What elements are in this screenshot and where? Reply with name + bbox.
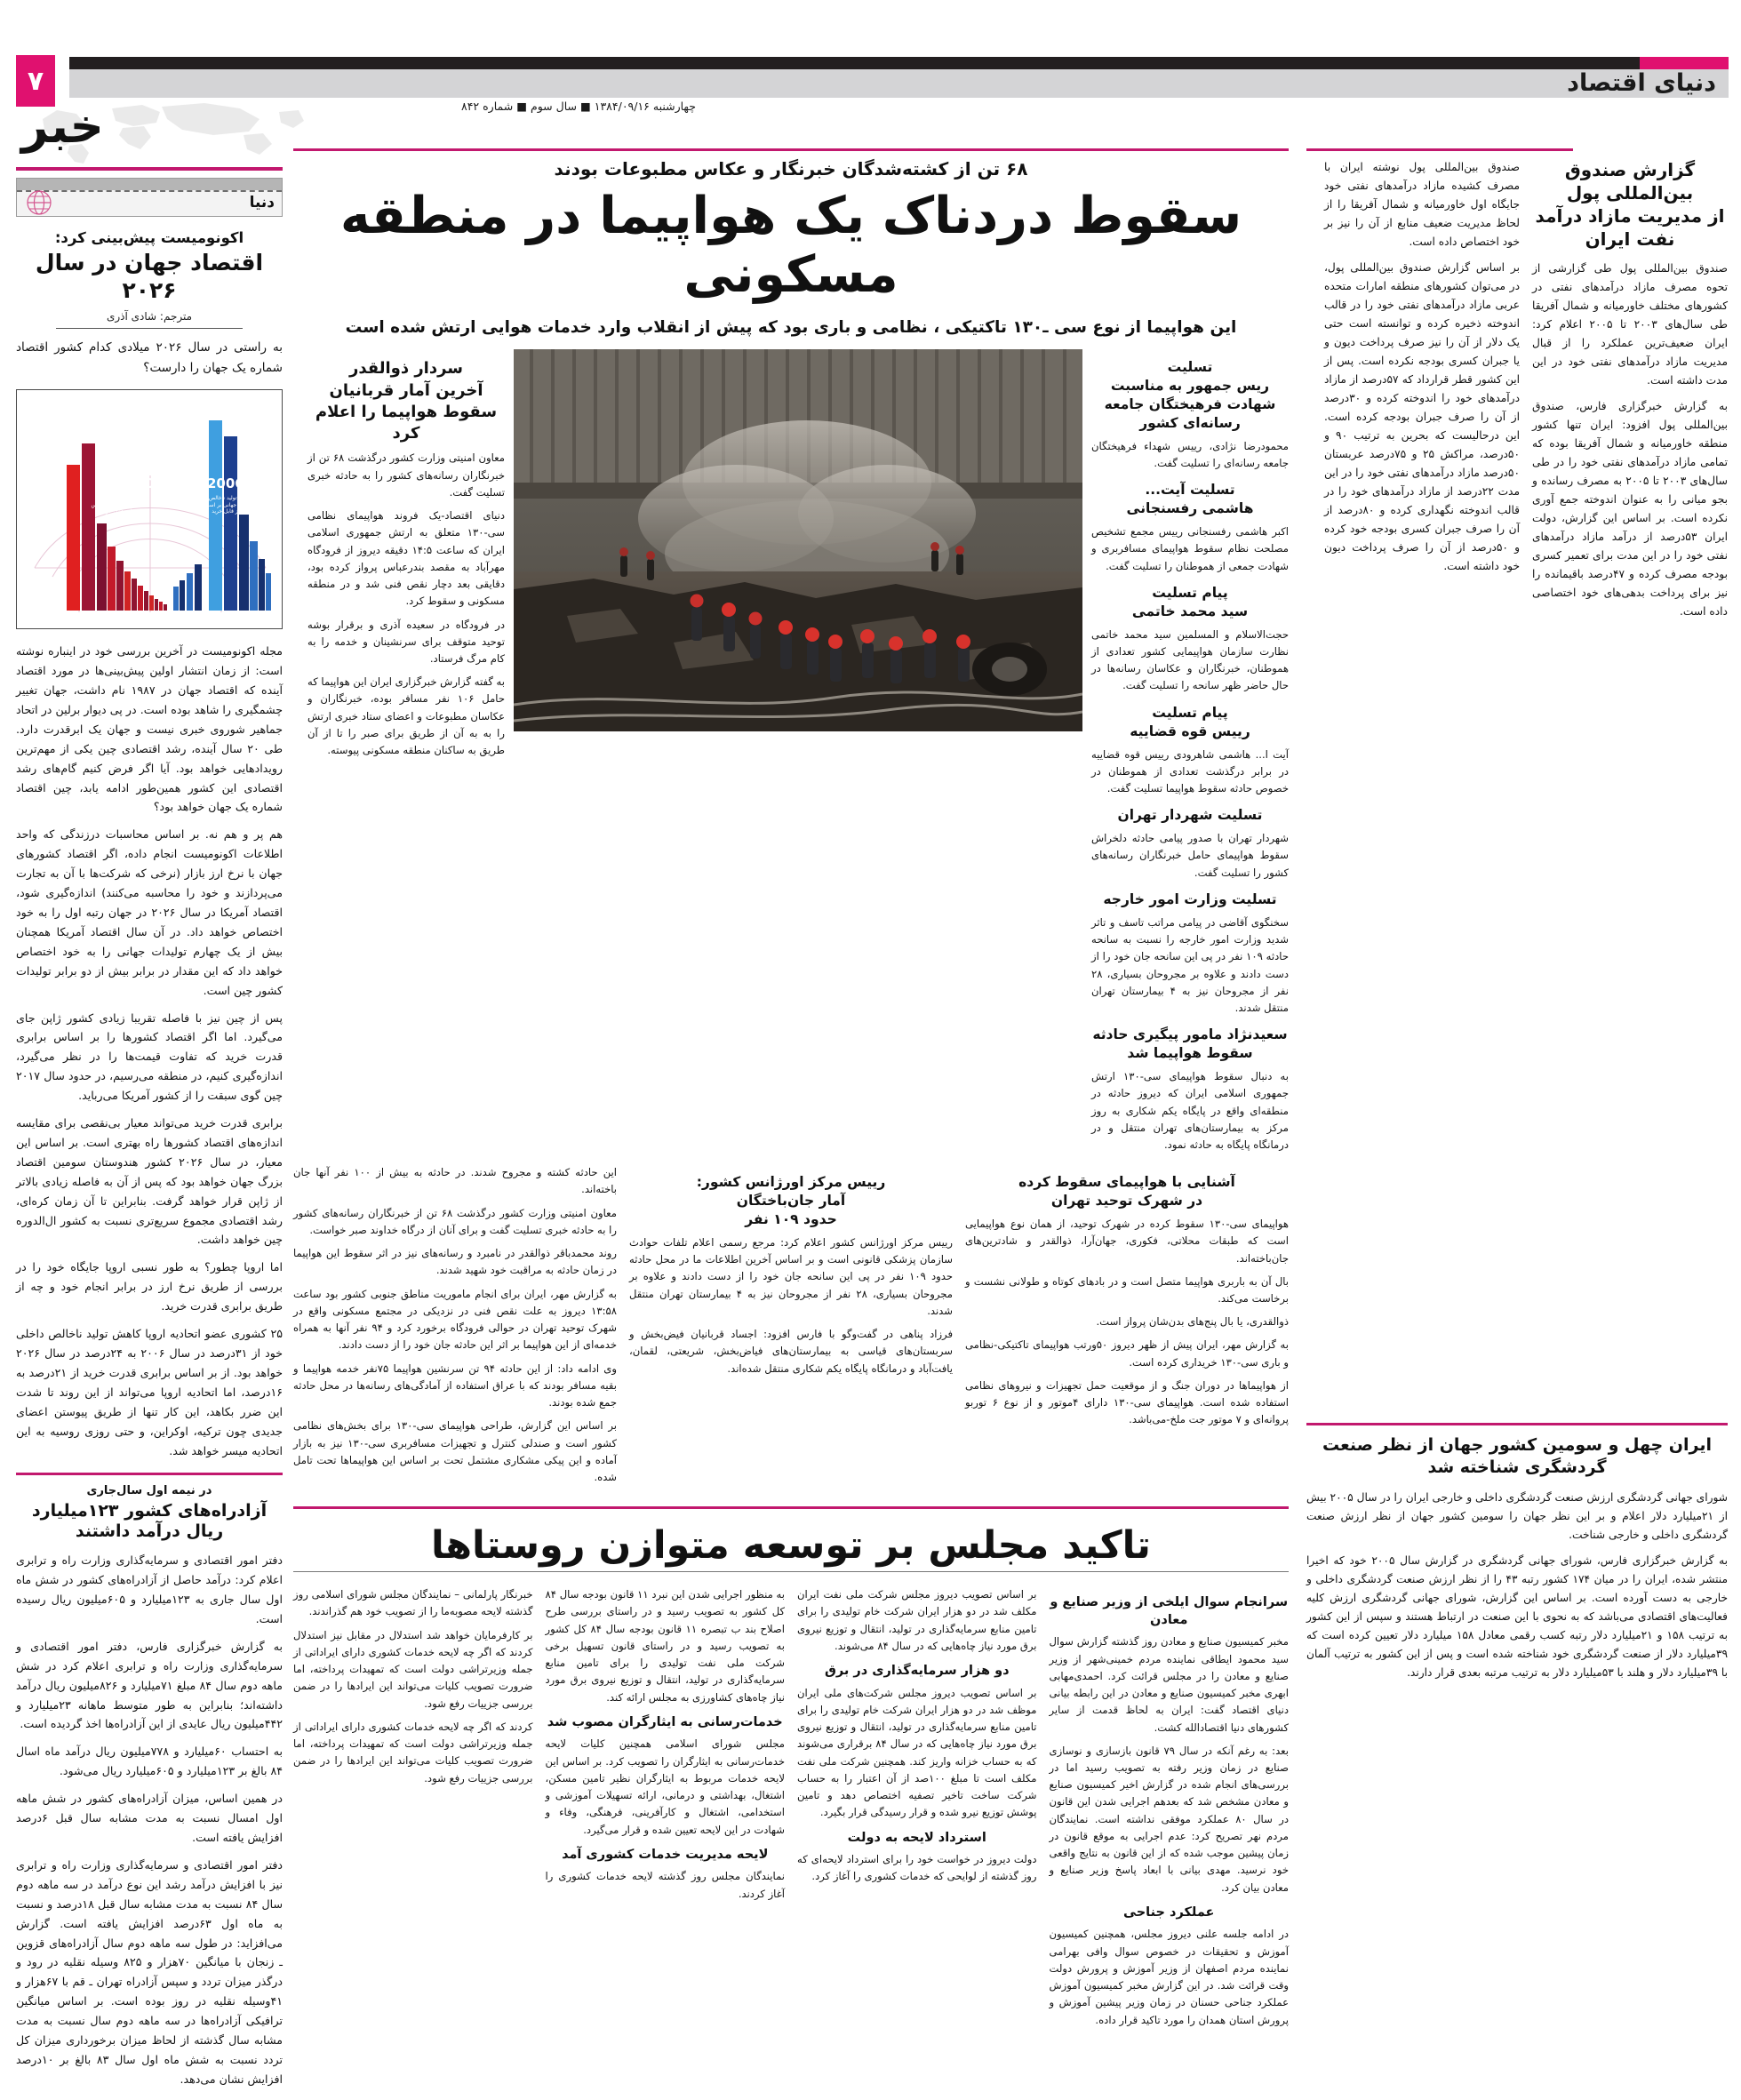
rule-accent-left bbox=[16, 167, 283, 171]
right-section-divider bbox=[1306, 1423, 1728, 1425]
world-column bbox=[16, 178, 283, 2097]
right-paragraph: به گزارش خبرگزاری فارس، صندوق بین‌المللی پول افزود: ایران تنها کشور منطقه خاورمیانه و شمال آفریقا بوده که تمامی مازاد درآمدهای نفتی خود را در طی سال‌های ۲۰۰۳ تا ۲۰۰۵ به مصرف رسانده و بجو میانی را به عنوان اندوخته جمع آوری نکرده است. بر اساس این گزارش، دولت ایران ۵۳درصد از درآمد مازاد درآمدهای نفتی خود را در این مدت برای تعمیر کسری بودجه مصرف کرده و ۴۷درصد باقیمانده را نیز برای پرداخت بدهی‌های خود اختصاصی داده است. bbox=[1532, 399, 1729, 618]
dateline: چهارشنبه ۱۳۸۴/۰۹/۱۶ ■ سال سوم ■ شماره ۸۴۲ bbox=[461, 100, 696, 113]
condolence-body: سخنگوی آقاضی در پیامی مراتب تاسف و تاثر شدید وزارت امور خارجه را نسبت به سانحه حادثه ۱۰۹ نفر در پی این سانحه جان خود را از دست دادند و علاوه بر مجروحان بسیاری، ۲۸ نفر از مجروحان نیز به ۴ بیمارستان تهران منتقل شدند. bbox=[1091, 915, 1289, 1014]
world-box-header bbox=[16, 178, 283, 217]
chart-badge-blue: 20062026 bbox=[207, 475, 282, 492]
column-paragraph: این حادثه کشته و مجروح شدند. در حادثه به بیش از ۱۰۰ نفر آنها جان باخته‌اند. bbox=[293, 1166, 617, 1196]
column-paragraph: رییس مرکز اورژانس کشور اعلام کرد: مرجع رسمی اعلام تلفات حوادث سازمان پزشکی قانونی است و بر اساس آخرین اطلاعات ما در محل حادثه حدود ۱۰۹ نفر در پی این سانحه جان خود را از دست دادند و علاوه بر مجروحان بسیاری، ۲۸ نفر از مجروحان نیز به ۴ بیمارستان تهران منتقل شدند. bbox=[629, 1235, 953, 1317]
column-paragraph: معاون امنیتی وزارت کشور درگذشت ۶۸ تن از خبرنگاران رسانه‌های کشور را به حادثه خبری تسلیت گفت. bbox=[307, 451, 505, 499]
column-paragraph: از هواپیماها در دوران جنگ و از موقعیت حمل تجهیزات و نیروهای نظامی استفاده شده است. هواپیمای سی-۱۳۰ دارای ۴موتور و از نوع ۶ توربو پروانه‌ای و ۷ موتور جت ملخ-می‌باشد. bbox=[965, 1378, 1290, 1426]
section2-paragraph: خبرنگار پارلمانی – نمایندگان مجلس شورای اسلامی روز گذشته لایحه مصوبه‌ما را از تصویب خود هم گذراندند. bbox=[293, 1588, 533, 1618]
section2-subheading: عملکرد جناحی bbox=[1123, 1904, 1215, 1920]
condolence-body: اکبر هاشمی رفسنجانی رییس مجمع تشخیص مصلحت نظام سقوط هواپیمای مسافربری و شهادت جمعی از هموطنان را تسلیت گفت. bbox=[1091, 525, 1289, 572]
world-box-dashed-rule bbox=[17, 190, 282, 192]
section2-paragraph: به منظور اجرایی شدن این نبرد ۱۱ قانون بودجه سال ۸۴ کل کشور به تصویب رسید و در راستای بررسی طرح اصلاح بند ب تبصره ۱۱ قانون بودجه سال ۸۴ کل کشور به تصویب رسید و در راستای قانون تسهیل برخی شرکت ملی نفت تولیدی را برای تامین منابع سرمایه‌گذاری در تولید، انتقال و توزیع نیروی برق مورد نیاز چاه‌های کشاورزی به مجلس ارائه کند. bbox=[545, 1588, 785, 1704]
rule-accent-right bbox=[1306, 148, 1573, 151]
section2-subheading: استرداد لایحه به دولت bbox=[847, 1830, 986, 1845]
condolence-title: پیام تسلیت سید محمد خاتمی bbox=[1131, 584, 1249, 619]
world-box-label: دنیا bbox=[249, 194, 275, 212]
world-headline: اقتصاد جهان در سال ۲۰۲۶ bbox=[35, 250, 264, 304]
left-sub-paragraph: دفتر امور اقتصادی و سرمایه‌گذاری وزارت راه و ترابری نیز با افزایش درآمد رشد این نوع درآمد در سه ماهه دوم سال ۸۴ نسبت به مدت مشابه سال قبل ۱۸درصد و نسبت به ماه اول ۶۳درصد افزایش یافته است. گزارش می‌افزاید: در طول سه ماهه دوم سال آزادراه‌های قزوین ـ زنجان با میانگین ۷۰هزار و ۸۲۵ وسیله نقلیه در رود و درگذر میزان تردد و سپس آزادراه تهران ـ قم با ۶۷هزار و ۴۱وسیله نقلیه در روز بوده است. بر اساس میانگین ترافیکی آزادراه‌ها در سه ماهه دوم سال نسبت به مدت مشابه سال گذشته از لحاظ میزان برخورداری میزان کل تردد نسبت به شش ماه اول سال ۸۳ بالغ بر ۱۰درصد افزایش نشان می‌دهد. bbox=[16, 1857, 283, 2086]
left-sub-paragraph: در همین اساس، میزان آزادراه‌های کشور در شش ماهه اول امسال نسبت به مدت مشابه سال قبل ۶درصد افزایش یافته است. bbox=[16, 1792, 283, 1844]
section2-subheading: دو هزار سرمایه‌گذاری در برق bbox=[824, 1664, 1010, 1679]
section2-heading: سرانجام سوال ایلخی از وزیر صنایع و معادن bbox=[1050, 1595, 1289, 1627]
column-heading: رییس مرکز اورژانس کشور: آمار جان‌باختگان حدود ۱۰۹ نفر bbox=[696, 1174, 886, 1228]
column-paragraph: بر اساس این گزارش، طراحی هواپیمای سی-۱۳۰ برای بخش‌های نظامی کشور است و صندلی کنترل و تجهیزات مسافربری سی-۱۳۰ نیز به بازار آماده و این پیکی مشکاری مشتمل تحت بر اساس این هواپیماها تحت تامل شده. bbox=[293, 1419, 617, 1483]
world-article-body bbox=[16, 642, 283, 1460]
column-paragraph: فرزاد پناهی در گفت‌وگو با فارس افزود: اجساد قربانیان فیض‌بخش و سربستان‌های قیاسی به بیمارستان‌های فیاض‌بخش، شریعتی، لقمان، یافت‌آباد و درمانگاه پایگاه یکم شکاری منتقل شده‌اند. bbox=[629, 1328, 953, 1375]
right-paragraph: صندوق بین‌المللی پول نوشته ایران با مصرف کشیده مازاد درآمدهای نفتی خود جایگاه اول خاورمیانه و شمال آفریقا را از لحاظ مدیریت ضعیف منابع از آن را نیز بر خود اختصاص داده است. bbox=[1324, 161, 1520, 248]
column-paragraph: هواپیمای سی-۱۳۰ سقوط کرده در شهرک توحید، از همان نوع هواپیمایی است که طبقات محلاتی، فکوری، جهان‌آرا، ذوالقدر و شادترین‌های جان‌باخته‌اند. bbox=[965, 1218, 1289, 1265]
right-article-1 bbox=[1532, 158, 1728, 628]
section2-columns bbox=[293, 1586, 1289, 2035]
column-paragraph: به گزارش مهر، ایران برای انجام ماموریت مناطق جنوبی کشور بود ساعت ۱۳:۵۸ دیروز به علت نقص فنی در نزدیکی در مجتمع مسکونی واقع در شهرک توحید تهران در حوالی فرودگاه برخورد کرد و ۹۴ نفر آنها به همراه خدمه‌ای از این هواپیما بر اثر این حادثه جان خود را از دست دادند. bbox=[293, 1287, 617, 1352]
column-paragraph: معاون امنیتی وزارت کشور درگذشت ۶۸ تن از خبرنگاران رسانه‌های کشور را به حادثه خبری تسلیت گفت و برای آنان از درگاه خداوند صبر خواست. bbox=[293, 1206, 617, 1236]
section2-paragraph: در ادامه جلسه علنی دیروز مجلس، همچنین کمیسیون آموزش و تحقیقات در خصوص سوال وافی بهرامی نماینده مردم اصفهان از وزیر آموزش و پرورش دولت وقت قرائت شد. در این گزارش مخبر کمیسیون آموزش عملکرد جناحی حسنان در زمان وزیر پیشین آموزش و پرورش استان همدان را مورد تاکید قرار داده. bbox=[1049, 1928, 1289, 2026]
right-paragraph: صندوق بین‌المللی پول طی گزارشی از تحوه مصرف مازاد درآمدهای نفتی در کشورهای مختلف خاورمیانه و شمال آفریقا طی سال‌های ۲۰۰۳ تا ۲۰۰۵ اعلام کرد: ایران ضعیف‌ترین عملکرد را از قبال مدیریت مازاد درآمدهای نفتی خود در این مدت داشته است. bbox=[1532, 262, 1728, 387]
section2-paragraph: کردند که اگر چه لایحه خدمات کشوری دارای ایراداتی از جمله وزیرتراشی دولت است که تمهیدات پرداخته، اما ضرورت تصویب کلیات می‌تواند این ایرادها را در ضمن بررسی جزییات رفع شود. bbox=[293, 1720, 533, 1785]
main-kicker: ۶۸ تن از کشته‌شدگان خبرنگار و عکاس مطبوعات بودند bbox=[554, 158, 1028, 180]
crash-site-photo bbox=[514, 349, 1082, 731]
section2-paragraph: بر کارفرمایان خواهد شد استدلال در مقابل نیز استدلال کردند که اگر چه لایحه خدمات کشوری دارای ایراداتی از جمله وزیرتراشی دولت است که تمهیدات پرداخته، اما ضرورت تصویب کلیات می‌تواند این ایرادها را در ضمن بررسی جزییات رفع شود. bbox=[293, 1628, 533, 1710]
condolence-title: پیام تسلیت رییس قوه قضاییه bbox=[1130, 704, 1250, 739]
section2-paragraph: بعد: به رغم آنکه در سال ۷۹ قانون بازسازی و نوسازی صنایع در زمان وزیر رفته به تصویب رسید اما در بررسی‌های انجام شده در گزارش اخیر کمیسیون صنایع و معادن مشخص شد که بعدهم اجرایی شدن این قانون در سال ۸۰ عملکرد موفقی نداشته است. نمایندگان مردم نهر تصریح کرد: عدم اجرایی به موقع قانون در زمان پیشین موجب شده که از این قانون به نتایج واقعی خود نرسید. مهدی بیانی با ابعاد پاسخ وزیر صنایع و معادن بیان کرد. bbox=[1049, 1744, 1289, 1894]
condolence-body: شهردار تهران با صدور پیامی حادثه دلخراش سقوط هواپیمای حامل خبرنگاران رسانه‌های کشور را تسلیت گفت. bbox=[1091, 832, 1289, 879]
world-divider bbox=[56, 328, 243, 329]
masthead bbox=[0, 48, 1741, 107]
world-kicker: اکونومیست پیش‌بینی کرد: bbox=[54, 229, 244, 246]
page-number-badge: ۷ bbox=[16, 55, 55, 107]
section2-subheading: خدمات‌رسانی به ایثارگران مصوب شد bbox=[547, 1714, 783, 1729]
column-paragraph: وی ادامه داد: از این حادثه ۹۴ تن سرنشین هواپیما ۷۵نفر خدمه هواپیما و بقیه مسافر بودند که با عراق استفاده از آمادگی‌های رسانه‌ها در محل حادثه جمع شده بودند. bbox=[293, 1361, 617, 1409]
column-paragraph: دنیای اقتصاد-یک فروند هواپیمای نظامی سی-۱۳۰ متعلق به ارتش جمهوری اسلامی ایران که ساعت ۱۴:۵ دقیقه دیروز از فرودگاه مهرآباد به مقصد بندرعباس پرواز کرده بود، دقایقی بعد دچار نقص فنی شد و در منطقه مسکونی و سقوط کرد. bbox=[307, 509, 506, 608]
center-section-divider-thin bbox=[293, 1571, 1289, 1572]
right-article-2 bbox=[1306, 1409, 1728, 1689]
right-article-1-heading: گزارش صندوق بین‌المللی پول از مدیریت مازاد درآمد نفت ایران bbox=[1535, 159, 1725, 250]
world-headline-block bbox=[16, 229, 283, 329]
publication-title: دنیای اقتصاد bbox=[1567, 68, 1716, 97]
condolence-body: آیت ا... هاشمی شاهرودی رییس قوه قضاییه در برابر درگذشت تعدادی از هموطنان در خصوص حادثه سقوط هواپیما تسلیت گفت. bbox=[1091, 747, 1289, 795]
section2-paragraph: بر اساس تصویب دیروز مجلس شرکت‌های ملی ایران موظف شد در دو هزار ایران شرکت خام تولیدی را برای تامین منابع سرمایه‌گذاری در تولید، انتقال و توزیع نیروی برق مورد نیاز چاه‌هایی که در سال ۸۴ برقراری می‌شوند که به حساب خزانه واریز کند. همچنین شرکت ملی نفت مکلف است تا مبلغ ۱۰۰صد از آن اعتبار را به حساب شرکت ساخت تاخیر تصفیه اختصاص دهد و تامین پوشش توزیع نیرو شده و قرار رسیدگی قرار بگیرد. bbox=[797, 1686, 1037, 1819]
world-translator: مترجم: شادی آذری bbox=[106, 310, 193, 323]
globe-icon bbox=[24, 186, 54, 216]
body-column-1 bbox=[965, 1164, 1289, 1492]
main-headline: سقوط دردناک یک هواپیما در منطقه مسکونی bbox=[339, 187, 1242, 305]
column-paragraph: در فرودگاه در سعیده آذری و برقرار بوشه توحید متوقف برای سرنشینان و خدمه را به کام مرگ فرستاد. bbox=[307, 618, 505, 665]
article-right-lead-column bbox=[307, 349, 505, 1154]
column-paragraph: به گفته گزارش خبرگزاری ایران این هواپیما که حامل ۱۰۶ نفر مسافر بوده، خبرنگاران و عکاسان مطبوعات و اعضای ستاد خبری ارتش را به به آن از طریق برای صبر را تا از آن طریق به ساکنان منطقه مسکونی پیوسته. bbox=[307, 675, 505, 757]
left-sub-paragraph: به گزارش خبرگزاری فارس، دفتر امور اقتصادی و سرمایه‌گذاری وزارت راه و ترابری اعلام کرد در شش ماهه دوم سال ۸۴ مبلغ ۷۱میلیارد و ۸۲۶میلیون ریال درآمد داشته‌اند؛ بنابراین به طور متوسط ماهانه ۲۳میلیارد و ۴۴۲میلیون ریال عایدی از این آزادراه‌ها اخذ گردیده است. bbox=[16, 1639, 283, 1731]
column-body bbox=[307, 450, 505, 759]
condolence-title: سعیدنژاد مامور پیگیری حادثه سقوط هواپیما شد bbox=[1092, 1026, 1288, 1062]
condolence-title: تسلیت ریس جمهور به مناسبت شهادت فرهیختگان جامعه رسانه‌ای کشور bbox=[1104, 359, 1276, 431]
chart-caption-blue: قدرت تولید ناخالص داخلی جهانی بر اساس نرخ ارز قابل خرید bbox=[201, 495, 252, 515]
section2-column-2 bbox=[797, 1586, 1037, 2035]
right-article-1-continued bbox=[1324, 158, 1520, 628]
section2-paragraph: بر اساس تصویب دیروز مجلس شرکت ملی نفت ایران مکلف شد در دو هزار ایران شرکت خام تولیدی را برای تامین منابع سرمایه‌گذاری در تولید، انتقال و توزیع نیروی برق مورد نیاز چاه‌هایی که در سال ۸۴ می‌شوند. bbox=[797, 1588, 1037, 1652]
left-sub-headline: آزادراه‌های کشور ۱۲۳میلیارد ریال درآمد داشتند bbox=[31, 1500, 268, 1542]
section2-paragraph: مجلس شورای اسلامی همچنین کلیات لایحه خدمات‌رسانی به ایثارگران را تصویب کرد. بر اساس این لایحه خدمات مربوط به ایثارگران نظیر تامین مسکن، اشتغال، بهداشتی و درمانی، ارائه تسهیلات آموزشی و استخدامی، اشتغال و کارآفرینی، فرهنگی، وفاء و شهادت در این لایحه تعیین شده و قرار می‌گیرد. bbox=[545, 1737, 785, 1836]
world-paragraph: هم پر و هم نه. بر اساس محاسبات درزندگی که واحد اطلاعات اکونومیست انجام داده، اگر اقتصاد کشورهای جهان با نرخ ارز بازار (نرخی که شرکت‌ها با آن به تجارت می‌پردازند و خود را محاسبه می‌کنند) اندازه‌گیری شود، اقتصاد آمریکا در سال ۲۰۲۶ در جهان رتبه اول را به خود اختصاص خواهد داد. در آن سال اقتصاد آمریکا همچنان بیش از یک چهارم تولیدات جهانی را به خود اختصاص خواهد داد که این مقدار در برابر بیش از دو برابر تولیدات کشور چین است. bbox=[16, 827, 283, 997]
world-paragraph: برابری قدرت خرید می‌تواند معیار بی‌نقصی برای مقایسه اندازه‌های اقتصاد کشورها راه بهتری است. بر اساس این معیار، در سال ۲۰۲۶ کشور هندوستان سومین اقتصاد بزرگ جهان خواهد بود که پس از آن به فاصله زیادی بالاتر از ژاپن قرار خواهد گرفت. بنابراین تا آن زمان کره‌ای، رشد اقتصادی مجموع سریع‌تری نسبت به کشور ال‌الدوره چین خواهد داشت. bbox=[16, 1116, 283, 1247]
right-sidebar bbox=[1306, 158, 1728, 628]
main-subheadline: این هواپیما از نوع سی ـ۱۳۰ تاکتیکی ، نظامی و باری بود که پیش از انقلاب وارد خدمات هوایی ارتش شده است bbox=[345, 318, 1237, 338]
section2-subheading: لایحه مدیریت خدمات کشوری آمد bbox=[562, 1847, 769, 1862]
main-article bbox=[293, 158, 1289, 2035]
condolence-body: به دنبال سقوط هواپیمای سی-۱۳۰ ارتش جمهوری اسلامی ایران که دیروز حادثه در منطقه‌ای واقع در پایگاه یکم شکاری به روز مرکز به بیمارستان‌های تهران منتقل و در درمانگاه پایگاه به حادثه نمود. bbox=[1091, 1070, 1289, 1151]
body-column-3 bbox=[293, 1164, 617, 1492]
chart-caption-red: قدرت تولید ناخالص داخلی جهانی بر اساس نرخ ارز قابل خرید bbox=[91, 495, 141, 515]
section2-paragraph: دولت دیروز در خواست خود را برای استرداد لایحه‌ای که روز گذشته از لوایحی که خدمات کشوری را آغاز کرد. bbox=[797, 1853, 1037, 1883]
column-paragraph: روند محمدباقر ذوالقدر در نامبرد و رسانه‌های نیز در اثر سقوط این هواپیما در زمان حادثه به مراقبت خود شهید شدند. bbox=[293, 1247, 617, 1277]
column-heading: آشنایی با هواپیمای سقوط کرده در شهرک توحید تهران bbox=[1018, 1174, 1235, 1210]
chart-badge-red: 20062026 bbox=[99, 475, 173, 492]
column-paragraph: بال آن به باربری هواپیما متصل است و در بادهای کوتاه و طولانی نشست و برخاست می‌کند. bbox=[965, 1274, 1289, 1305]
left-sub-body bbox=[16, 1551, 283, 2089]
masthead-grey-bar bbox=[69, 69, 1729, 98]
body-column-2 bbox=[629, 1164, 953, 1492]
world-paragraph: مجله اکونومیست در آخرین بررسی خود در اینباره نوشته است: از زمان انتشار اولین پیش‌بینی‌ها در مورد اقتصاد آینده که اقتصاد جهان در ۱۹۸۷ نام داشت، جهان تغییر چشمگیری را شاهد بوده است. در پی دیوار برلین در اتحاد جماهیر شوروی خبری نیست و جهان یک ابرقدرت دارد. طی ۲۰ سال آینده، رشد اقتصادی چین یکی از مهم‌ترین رویدادهایی خواهد بود. آیا اگر فرض کنیم گام‌های رشد اقتصادی این کشور همین‌طور ادامه یابد، چین اقتصاد شماره یک جهان خواهد بود؟ bbox=[16, 644, 283, 814]
column-heading: سردار ذوالقدر آخرین آمار قربانیان سقوط هواپیما را اعلام کرد bbox=[315, 359, 498, 443]
right-paragraph: شورای جهانی گردشگری ارزش صنعت گردشگری داخلی و خارجی ایران را در سال ۲۰۰۵ بیش از ۲۱میلیارد دلار اعلام و بر این نظر جهان را سومین کشور جهان از نظر ارزش صنعت گردشگری داخلی و خارجی شناخت. bbox=[1306, 1490, 1729, 1541]
condolence-sidebar bbox=[1091, 349, 1289, 1154]
photo-and-sidebar-row bbox=[293, 349, 1289, 1154]
left-sub-kicker: در نیمه اول سال‌جاری bbox=[86, 1484, 212, 1498]
world-paragraph: ۲۵ کشوری عضو اتحادیه اروپا کاهش تولید ناخالص داخلی خود از ۳۱درصد در سال ۲۰۰۶ به ۲۴درصد در سال ۲۰۲۶ خواهد بود. از بر اساس برابری قدرت خرید از ۲۱درصد به ۱۶درصد، اما اتحادیه اروپا می‌تواند از این روند تا شدت این ضرر بکاهد، این کار تنها از طریق پیوستن اعضای جدیدی چون ترکیه، اوکراین، و حتی روزی روسیه به این اتحادیه میسر خواهد شد. bbox=[16, 1327, 284, 1457]
section2-column-4 bbox=[293, 1586, 533, 2035]
right-paragraph: به گزارش خبرگزاری فارس، شورای جهانی گردشگری در گزارش سال ۲۰۰۵ خود که اخیرا منتشر شده، ایران را در میان ۱۷۴ کشور رتبه ۴۳ را از نظر ارزش صنعت گردشگری داخلی و خارجی به دست آورده است. بر اساس این گزارش، شورای جهانی گردشگری ارزش کلیه فعالیت‌های اقتصادی می‌باشد که به نحوی با این صنعت در ارتباط هستند و سپس از این کشور به ترتیب ۱۵۸ و ۲۱میلیارد دلار رتبه کسب رقمی معادل ۱۵۸ میلیارد دلار تعیین کرده است که ۳۹میلیارد دلار از صنعت گردشگری خود شناخته شده است و پس از این کشور به ترتیب آلمان با ۳۹میلیارد دلار و هلند با ۵۳میلیارد دلار به ترتیب مرتبه بعدی قرار دارند. bbox=[1306, 1553, 1729, 1679]
condolence-body: حجت‌الاسلام و المسلمین سید محمد خاتمی نظارت سازمان هواپیمایی کشور تعدادی از هموطنان، خبرنگاران و عکاسان رسانه‌ها در حال حاضر ظهر سانحه را تسلیت گفت. bbox=[1091, 627, 1289, 692]
page-title: خبر bbox=[21, 100, 104, 154]
section2-paragraph: مخبر کمیسیون صنایع و معادن روز گذشته گزارش سوال سید محمود ایطاقی نماینده مردم خمینی‌شهر از وزیر صنایع و معادن را در مجلس قرائت کرد. احمدی‌مهابی ابهری مخبر کمیسیون صنایع و معادن در این رابطه بیانی دنیای اقتصاد گفت: ایران به لحاظ قدمت از سایر کشورهای دنیا اقتصادالله کشت. bbox=[1049, 1635, 1289, 1734]
condolence-title: تسلیت شهردار تهران bbox=[1117, 807, 1263, 824]
column-paragraph: ذوالقدری، یا بال پنج‌های بدن‌شان پرواز است. bbox=[1096, 1315, 1289, 1329]
center-section-divider bbox=[293, 1506, 1289, 1509]
section2-column-3 bbox=[546, 1586, 786, 2035]
main-body-columns bbox=[293, 1164, 1289, 1492]
world-paragraph: پس از چین نیز با فاصله تقریبا زیادی کشور ژاپن جای می‌گیرد. اما اگر اقتصاد کشورها را بر اساس برابری قدرت خرید که تفاوت قیمت‌ها را در نظر می‌گیرد، اندازه‌گیری کنیم، در منطقه می‌رسیم، در حدود سال ۲۰۱۷ چین گوی سبقت را از کشور آمریکا می‌رباید. bbox=[16, 1010, 283, 1103]
crash-photo-svg bbox=[514, 349, 1082, 731]
left-sub-paragraph: دفتر امور اقتصادی و سرمایه‌گذاری وزارت راه و ترابری اعلام کرد: درآمد حاصل از آزادراه‌های کشور در شش ماه اول سال جاری به ۱۲۳میلیارد و ۶۰۵میلیون ریال رسیده است. bbox=[16, 1553, 283, 1625]
left-section-divider bbox=[16, 1473, 283, 1475]
world-box-grey-strip bbox=[17, 179, 282, 190]
condolence-body: محمودرضا نژادی، رییس شهداء فرهیختگان جامعه رسانه‌ای را تسلیت گفت. bbox=[1091, 439, 1289, 470]
world-paragraph: اما اروپا چطور؟ به طور نسبی اروپا جایگاه خود را در بررسی از طریق نرخ ارز در برابر انجام خود و چه از طریق برابری قدرت خرید. bbox=[16, 1260, 283, 1313]
section2-paragraph: نمایندگان مجلس روز گذشته لایحه خدمات کشوری را آغاز کردند. bbox=[545, 1870, 785, 1900]
world-gdp-chart bbox=[16, 389, 283, 629]
section2-column-1 bbox=[1050, 1586, 1290, 2035]
section2-headline: تاکید مجلس بر توسعه متوازن روستاها bbox=[431, 1523, 1151, 1569]
column-paragraph: به گزارش مهر، ایران پیش از ظهر دیروز ۵۰ورتب هواپیمای تاکتیکی-نظامی و باری سی-۱۳۰ خریداری کرده است. bbox=[965, 1338, 1289, 1369]
right-paragraph: بر اساس گزارش صندوق بین‌المللی پول، در می‌توان کشورهای منطقه امارات متحده عربی مازاد درآمدهای نفتی خود را در قالب اندوخته ذخیره کرده و توانسته است حتی یک دلار از آن را نیز صرف پرداخت دیون و یا جبران کسری بودجه نکرده است. پس از این کشور قطر قرارداد که ۵۷درصد از مازاد درآمدهای خود را اندوخته کرده و ۳۰درصد از آن را صرف جبران بودجه کرده است. این درحالیست که بحرین به ترتیب ۹۰ و ۵۰درصد، مراکش ۲۵ و ۷۵درصد عربستان ۵۰درصد مازاد درآمدهای نفتی خود را در این مدت ۲۲درصد از مازاد درآمدهای خود را در قالب اندوخته نگهداری کرده و ۸۰درصد از آن را صرف جبران کسری بودجه خود کرده و ۵۰درصد از آن را صرف پرداخت دیون خود داشته است. bbox=[1324, 260, 1520, 572]
left-sub-headline-block bbox=[16, 1484, 283, 1543]
left-sub-paragraph: به احتساب ۶۰میلیارد و ۷۷۸میلیون ریال درآمد ماه اسال ۸۴ بالغ بر ۱۲۳میلیارد و ۶۰۵میلیارد ریال می‌شود. bbox=[16, 1745, 283, 1778]
condolence-title: تسلیت آیت... هاشمی رفسنجانی bbox=[1126, 482, 1254, 517]
right-article-2-heading: ایران چهل و سومین کشور جهان از نظر صنعت گردشگری شناخته شد bbox=[1322, 1435, 1713, 1478]
masthead-dark-bar bbox=[69, 57, 1675, 69]
world-lead: به راستی در سال ۲۰۲۶ میلادی کدام کشور اقتصاد شماره یک جهان را دارست؟ bbox=[16, 340, 283, 376]
condolence-title: تسلیت وزارت امور خارجه bbox=[1103, 890, 1277, 907]
rule-accent-center bbox=[293, 148, 1289, 151]
